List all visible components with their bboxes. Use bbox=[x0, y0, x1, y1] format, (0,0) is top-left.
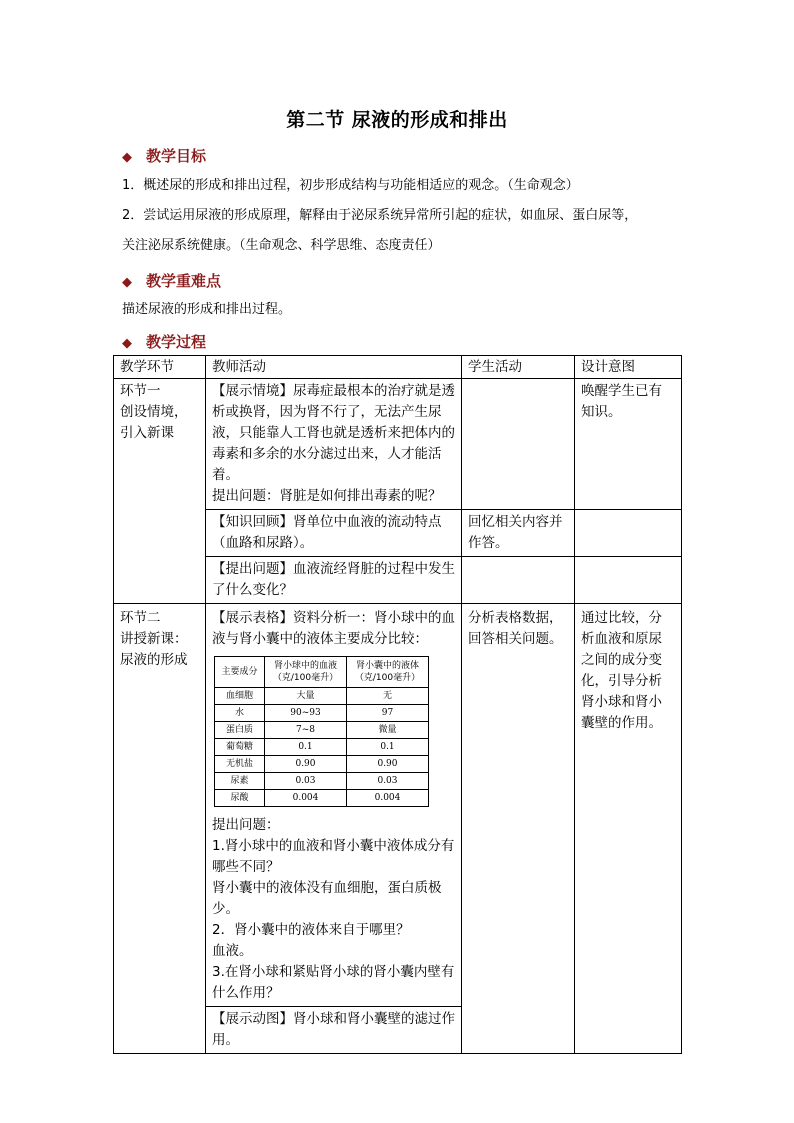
student-activity-cell bbox=[462, 557, 575, 604]
diamond-bullet-icon: ◆ bbox=[122, 150, 132, 165]
answer-line: 肾小囊中的液体没有血细胞，蛋白质极少。 bbox=[212, 880, 442, 917]
goal-item: 2．尝试运用尿液的形成原理，解释由于泌尿系统异常所引起的症状，如血尿、蛋白尿等， bbox=[122, 208, 638, 223]
teacher-activity-text: 【展示表格】资料分析一：肾小球中的血液与肾小囊中的液体主要成分比较： bbox=[212, 610, 455, 647]
question-line: 1.肾小球中的血液和肾小囊中液体成分有哪些不同？ bbox=[212, 838, 455, 875]
composition-cell: 尿素 bbox=[215, 773, 265, 790]
composition-row bbox=[215, 688, 429, 705]
composition-cell: 蛋白质 bbox=[215, 722, 265, 739]
goal-item: 关注泌尿系统健康。（生命观念、科学思维、态度责任） bbox=[122, 238, 441, 253]
composition-cell: 大量 bbox=[265, 688, 347, 705]
teacher-activity-text: 提出问题：肾脏是如何排出毒素的呢？ bbox=[212, 488, 442, 504]
heading-text: 教学过程 bbox=[146, 333, 207, 351]
composition-cell: 微量 bbox=[347, 722, 429, 739]
stage-name-line: 创设情境， bbox=[120, 404, 188, 420]
composition-cell: 97 bbox=[347, 705, 429, 722]
composition-cell: 尿酸 bbox=[215, 790, 265, 807]
composition-table-wrap bbox=[214, 656, 455, 807]
composition-cell: 0.03 bbox=[265, 773, 347, 790]
stage-name-line: 尿液的形成 bbox=[120, 652, 188, 668]
composition-cell: 0.1 bbox=[265, 739, 347, 756]
teacher-activity-cell: 【展示动图】肾小球和肾小囊壁的滤过作用。 bbox=[206, 1007, 462, 1054]
table-row bbox=[114, 379, 682, 510]
composition-cell: 葡萄糖 bbox=[215, 739, 265, 756]
header-cell: 学生活动 bbox=[462, 356, 575, 379]
composition-cell: 90~93 bbox=[265, 705, 347, 722]
composition-header-cell: 肾小囊中的液体（克/100毫升） bbox=[347, 657, 429, 688]
answer-line: 血液。 bbox=[212, 943, 253, 959]
table-header-row bbox=[114, 356, 682, 379]
composition-header-cell: 主要成分 bbox=[215, 657, 265, 688]
composition-cell: 0.004 bbox=[347, 790, 429, 807]
student-activity-cell bbox=[462, 379, 575, 510]
composition-row bbox=[215, 739, 429, 756]
student-activity-cell: 分析表格数据，回答相关问题。 bbox=[462, 604, 575, 1054]
stage-name-line: 环节二 bbox=[120, 610, 161, 626]
question-line: 2．肾小囊中的液体来自于哪里？ bbox=[212, 922, 410, 938]
stage-name-cell bbox=[114, 604, 206, 1054]
table-row bbox=[114, 604, 682, 1007]
composition-table bbox=[214, 656, 429, 807]
composition-row bbox=[215, 773, 429, 790]
composition-cell: 无 bbox=[347, 688, 429, 705]
composition-row bbox=[215, 756, 429, 773]
page-title: 第二节 尿液的形成和排出 bbox=[286, 109, 508, 131]
section-heading-goals bbox=[122, 145, 206, 166]
goals-list bbox=[122, 171, 682, 261]
composition-cell: 0.1 bbox=[347, 739, 429, 756]
composition-row bbox=[215, 722, 429, 739]
composition-cell: 血细胞 bbox=[215, 688, 265, 705]
heading-text: 教学重难点 bbox=[146, 272, 222, 290]
question-line: 提出问题： bbox=[212, 817, 280, 833]
design-intent-cell: 通过比较，分析血液和原尿之间的成分变化，引导分析肾小球和肾小囊壁的作用。 bbox=[575, 604, 682, 1054]
composition-cell: 0.004 bbox=[265, 790, 347, 807]
design-intent-cell bbox=[575, 510, 682, 557]
teacher-activity-cell bbox=[206, 604, 462, 1007]
header-cell: 设计意图 bbox=[575, 356, 682, 379]
diamond-bullet-icon: ◆ bbox=[122, 336, 132, 351]
composition-row bbox=[215, 705, 429, 722]
stage-name-cell bbox=[114, 379, 206, 604]
section-heading-key-points bbox=[122, 270, 221, 291]
composition-cell: 0.90 bbox=[347, 756, 429, 773]
composition-header-cell: 肾小球中的血液（克/100毫升） bbox=[265, 657, 347, 688]
composition-cell: 0.90 bbox=[265, 756, 347, 773]
composition-row bbox=[215, 790, 429, 807]
composition-cell: 无机盐 bbox=[215, 756, 265, 773]
teacher-activity-text: 【展示情境】尿毒症最根本的治疗就是透析或换肾，因为肾不行了，无法产生尿液，只能靠人工肾也就是透析来把体内的毒素和多余的水分滤过出来，人才能活着。 bbox=[212, 383, 455, 483]
teaching-process-table bbox=[113, 355, 682, 1054]
question-line: 3.在肾小球和紧贴肾小球的肾小囊内壁有什么作用？ bbox=[212, 964, 455, 1001]
stage-name-line: 环节一 bbox=[120, 383, 161, 399]
section-heading-process bbox=[122, 331, 206, 352]
header-cell: 教学环节 bbox=[114, 356, 206, 379]
design-intent-cell: 唤醒学生已有知识。 bbox=[575, 379, 682, 510]
teacher-activity-cell: 【提出问题】血液流经肾脏的过程中发生了什么变化？ bbox=[206, 557, 462, 604]
composition-header-row bbox=[215, 657, 429, 688]
stage-name-line: 讲授新课： bbox=[120, 631, 188, 647]
design-intent-cell bbox=[575, 557, 682, 604]
header-cell: 教师活动 bbox=[206, 356, 462, 379]
diamond-bullet-icon: ◆ bbox=[122, 275, 132, 290]
key-points-text: 描述尿液的形成和排出过程。 bbox=[122, 302, 292, 317]
goal-item: 1．概述尿的形成和排出过程，初步形成结构与功能相适应的观念。（生命观念） bbox=[122, 178, 579, 193]
composition-cell: 7~8 bbox=[265, 722, 347, 739]
heading-text: 教学目标 bbox=[146, 147, 207, 165]
composition-cell: 0.03 bbox=[347, 773, 429, 790]
stage-name-line: 引入新课 bbox=[120, 425, 174, 441]
teacher-activity-cell bbox=[206, 379, 462, 510]
student-activity-cell: 回忆相关内容并作答。 bbox=[462, 510, 575, 557]
composition-cell: 水 bbox=[215, 705, 265, 722]
teacher-activity-cell: 【知识回顾】肾单位中血液的流动特点（血路和尿路）。 bbox=[206, 510, 462, 557]
